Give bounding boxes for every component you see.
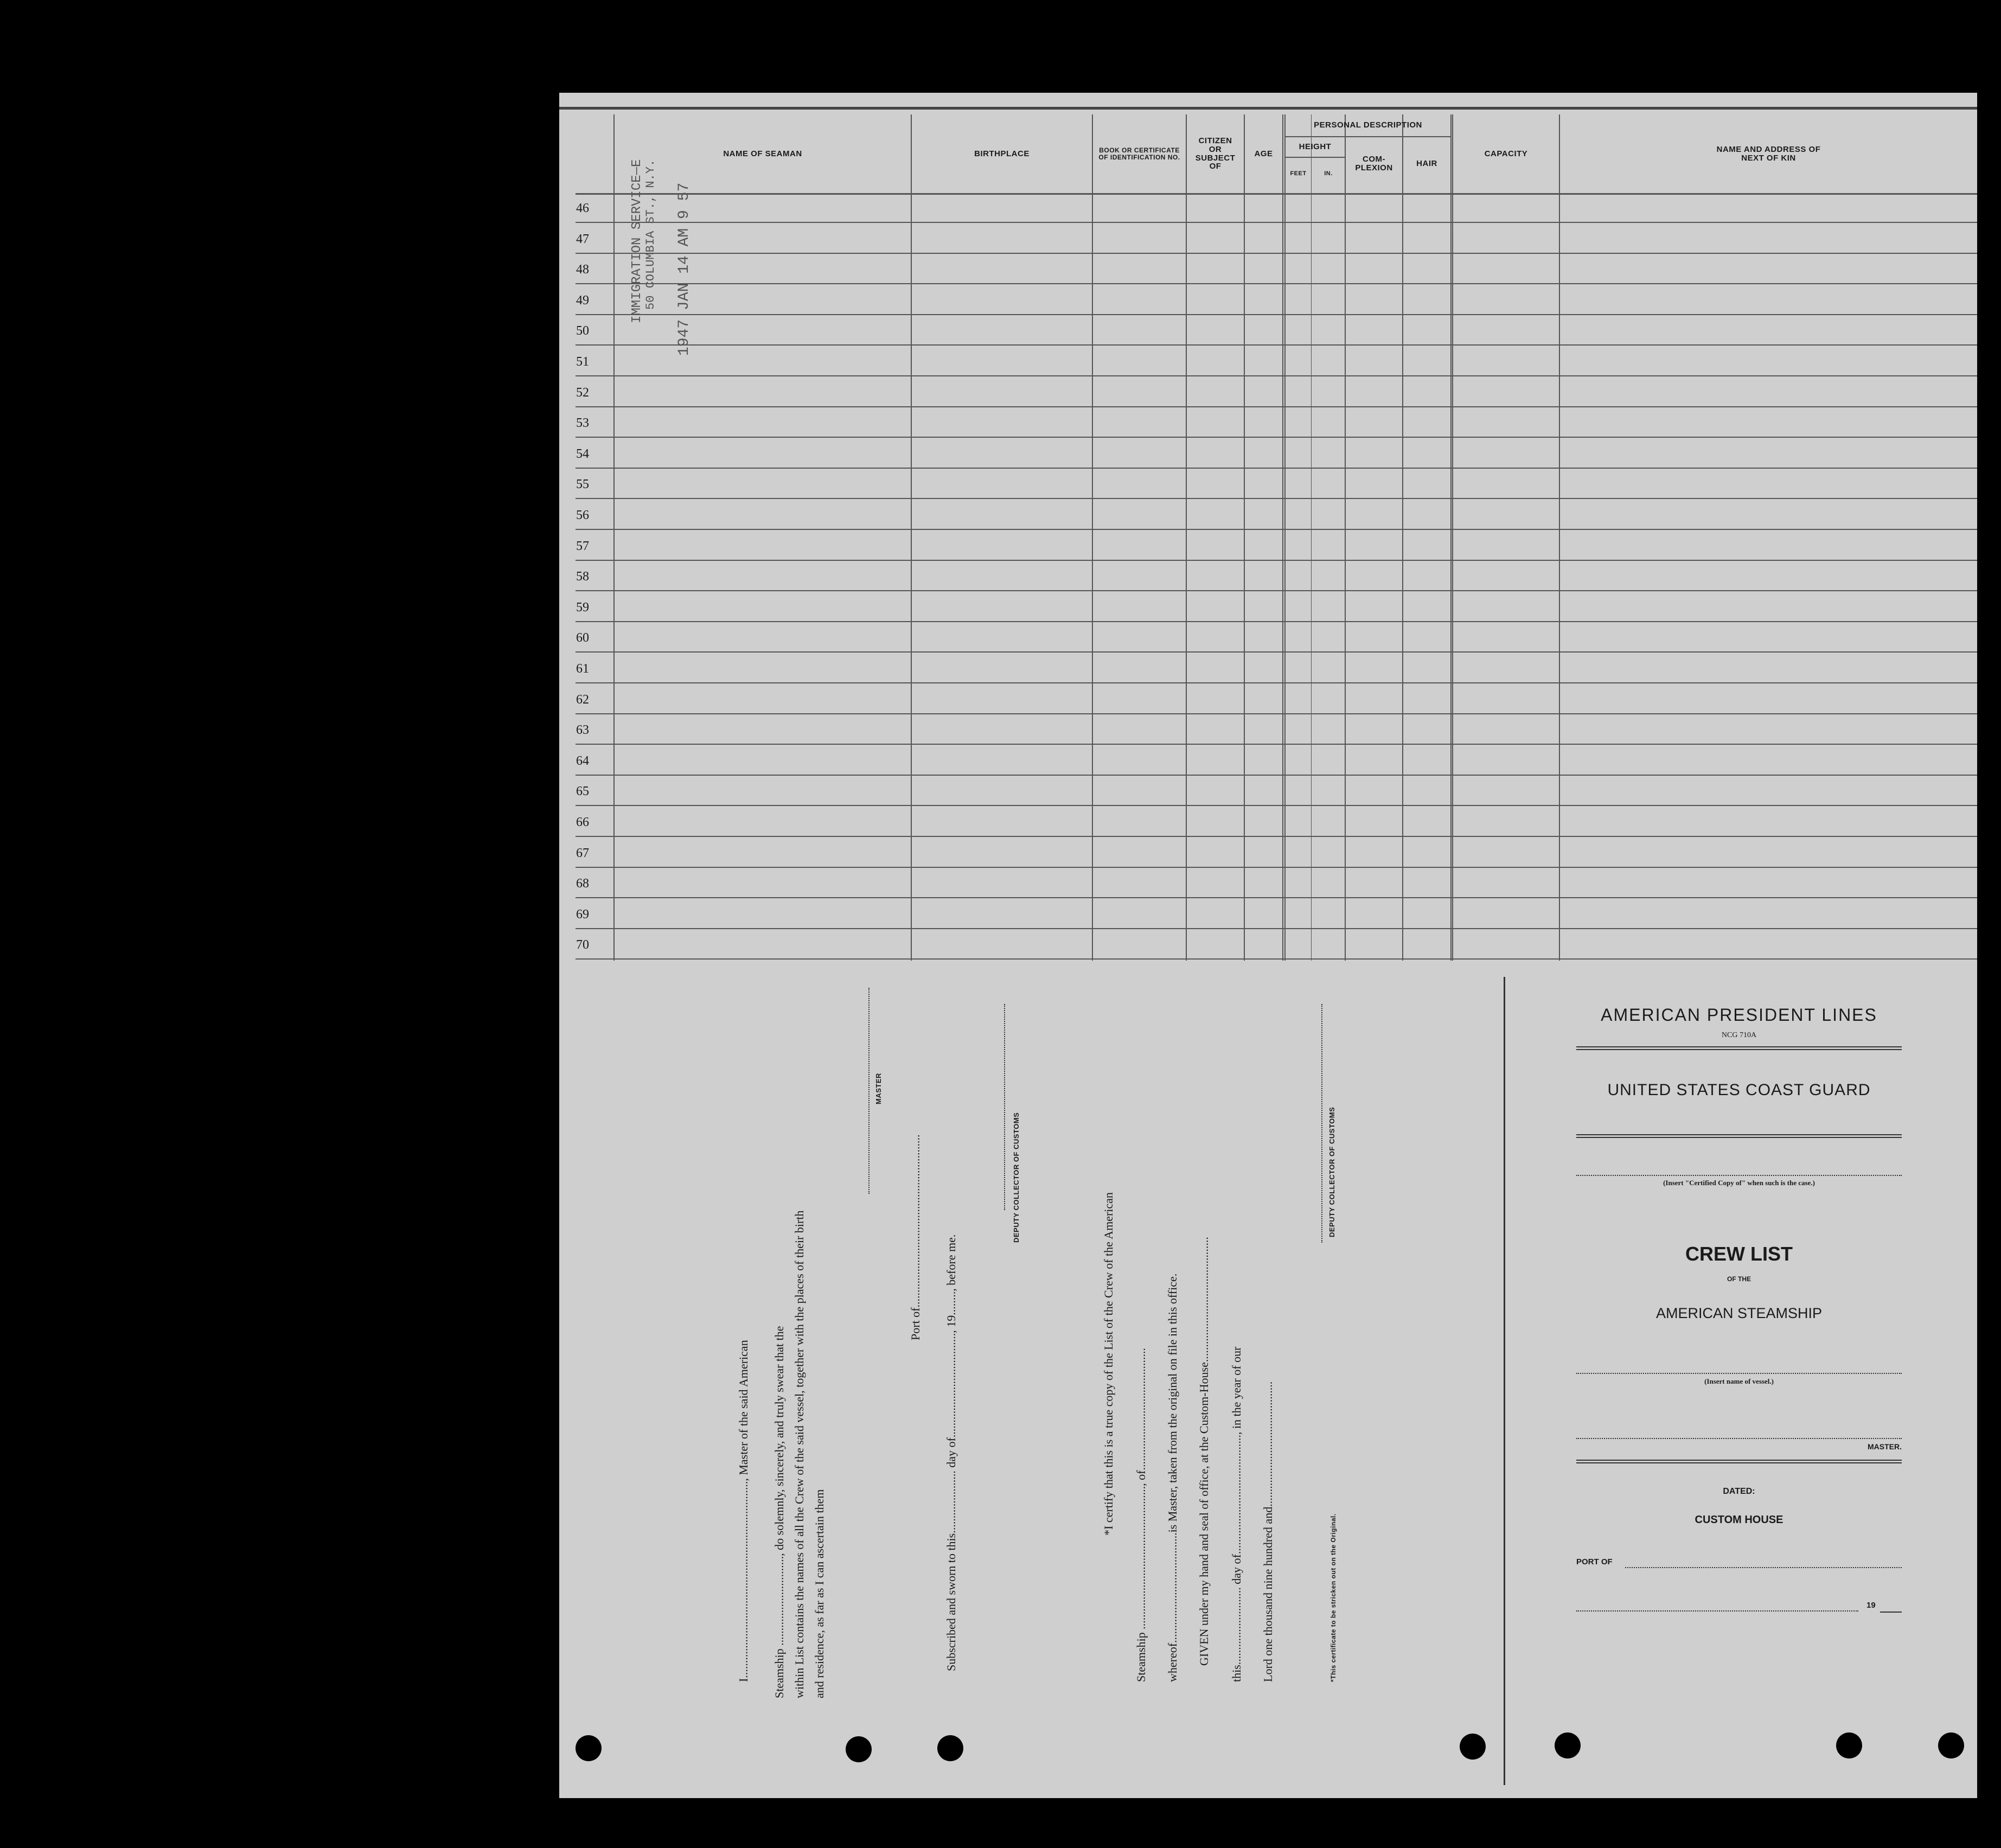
- col-divider: [1311, 114, 1312, 961]
- row-number: 59: [576, 600, 589, 615]
- row-number: 64: [576, 753, 589, 768]
- top-rule: [559, 107, 1977, 110]
- col-divider: [1345, 114, 1346, 961]
- agency-name: UNITED STATES COAST GUARD: [1607, 1081, 1871, 1099]
- header-book-no: BOOK OR CERTIFICATE OF IDENTIFICATION NO.: [1098, 146, 1180, 161]
- punch-hole: [937, 1735, 963, 1761]
- header-inches: IN.: [1324, 170, 1333, 177]
- year-prefix: 19: [1866, 1601, 1876, 1610]
- master-signature-line: [868, 988, 870, 1194]
- row-number: 65: [576, 784, 589, 799]
- table-row: [576, 437, 1977, 438]
- american-steamship-label: AMERICAN STEAMSHIP: [1655, 1305, 1823, 1321]
- row-number: 67: [576, 846, 589, 860]
- punch-hole: [576, 1735, 602, 1761]
- header-height: HEIGHT: [1299, 142, 1332, 152]
- header-personal-description: PERSONAL DESCRIPTION: [1314, 120, 1422, 130]
- date-field[interactable]: [1576, 1610, 1858, 1612]
- row-number: 51: [576, 355, 589, 369]
- row-number: 66: [576, 815, 589, 829]
- certificate-line2: Steamship ................................................, of.........................................: [1134, 1348, 1148, 1682]
- row-number: 58: [576, 570, 589, 584]
- row-number: 57: [576, 539, 589, 553]
- deputy-collector-label-2: DEPUTY COLLECTOR OF CUSTOMS: [1328, 1107, 1336, 1237]
- rule: [1576, 1137, 1902, 1138]
- certificate-footnote: *This certificate to be stricken out on the Original.: [1329, 1513, 1337, 1682]
- rule: [1576, 1462, 1902, 1463]
- col-divider: [1282, 114, 1283, 961]
- row-number: 48: [576, 263, 589, 277]
- col-divider: [1452, 114, 1453, 961]
- table-row: [576, 375, 1977, 376]
- table-row: [576, 651, 1977, 653]
- vessel-name-note: (Insert name of vessel.): [1704, 1377, 1774, 1385]
- row-number: 55: [576, 477, 589, 492]
- row-number: 53: [576, 416, 589, 431]
- table-row: [576, 590, 1977, 591]
- header-capacity: CAPACITY: [1484, 149, 1528, 158]
- table-row: [576, 314, 1977, 315]
- row-number: 63: [576, 723, 589, 738]
- table-row: [576, 836, 1977, 837]
- header-birthplace: BIRTHPLACE: [974, 149, 1030, 158]
- table-row: [576, 560, 1977, 561]
- port-of-line: Port of..........................................................: [909, 1134, 922, 1340]
- table-row: [576, 897, 1977, 898]
- table-row: [576, 928, 1977, 929]
- crew-list-sheet: [559, 93, 1977, 1798]
- of-the-label: OF THE: [1727, 1275, 1751, 1283]
- panel-divider: [1504, 977, 1505, 1785]
- form-number: NCG 710A: [1721, 1031, 1757, 1039]
- punch-hole: [1836, 1732, 1862, 1759]
- row-number: 49: [576, 293, 589, 308]
- row-number: 70: [576, 938, 589, 952]
- header-bottom-rule: [576, 193, 1977, 195]
- row-number: 68: [576, 877, 589, 891]
- oath-line2: Steamship .............................., do solemnly, sincerely, and truly swear that the: [772, 1326, 786, 1698]
- table-row: [576, 529, 1977, 530]
- master-label: MASTER: [874, 1073, 883, 1104]
- custom-house-label: CUSTOM HOUSE: [1695, 1514, 1783, 1526]
- certificate-line3: whereof.....................................is Master, taken from the original on file in this office.: [1166, 1273, 1179, 1682]
- row-number: 46: [576, 201, 589, 215]
- punch-hole: [846, 1736, 872, 1762]
- company-name: AMERICAN PRESIDENT LINES: [1601, 1005, 1877, 1025]
- receipt-stamp-line1: IMMIGRATION SERVICE—E: [630, 159, 644, 323]
- row-number: 61: [576, 662, 589, 676]
- port-of-label: PORT OF: [1576, 1557, 1613, 1566]
- header-feet: FEET: [1290, 170, 1307, 177]
- subscribed-line: Subscribed and sworn to this..................... day of..................................., 19........, before me.: [944, 1234, 958, 1671]
- master-label-cover: MASTER.: [1868, 1442, 1902, 1451]
- header-hair: HAIR: [1416, 159, 1437, 169]
- table-row: [576, 253, 1977, 254]
- table-row: [576, 222, 1977, 223]
- oath-line1: I.................................................................., Master of the said American: [737, 1340, 750, 1682]
- certificate-line1: *I certify that this is a true copy of the List of the Crew of the American: [1102, 1192, 1115, 1536]
- col-divider: [1450, 114, 1452, 961]
- header-citizen: CITIZEN OR SUBJECT OF: [1195, 136, 1236, 171]
- receipt-stamp-date: 1947 JAN 14 AM 9 57: [676, 182, 693, 356]
- crew-table: [559, 114, 1977, 961]
- header-complexion: COM-PLEXION: [1355, 155, 1393, 172]
- deputy-signature-line: [1004, 1004, 1005, 1210]
- certificate-line6: Lord one thousand nine hundred and..........................................: [1261, 1381, 1275, 1682]
- cover-panel: [1506, 971, 1977, 1798]
- deputy-collector-label: DEPUTY COLLECTOR OF CUSTOMS: [1012, 1112, 1020, 1243]
- row-number: 60: [576, 631, 589, 645]
- table-row: [576, 775, 1977, 776]
- oath-line4: and residence, as far as I can ascertain them: [813, 1489, 826, 1698]
- table-row: [576, 867, 1977, 868]
- oath-line3: within List contains the names of all the Crew of the said vessel, together with the places of their birth: [792, 1210, 806, 1698]
- certified-copy-note: (Insert "Certified Copy of" when such is the case.): [1663, 1179, 1815, 1187]
- rule: [1880, 1612, 1902, 1613]
- certificate-line5: this.......................... day of........................................, in the year of our: [1230, 1346, 1243, 1682]
- col-divider: [1559, 114, 1560, 961]
- punch-hole: [1938, 1732, 1964, 1759]
- lower-section: [559, 971, 1977, 1798]
- dated-label: DATED:: [1723, 1487, 1755, 1496]
- header-name-of-seaman: NAME OF SEAMAN: [723, 149, 802, 158]
- header-age: AGE: [1254, 149, 1273, 158]
- receipt-stamp-line2: 50 COLUMBIA ST., N.Y.: [644, 159, 657, 310]
- header-next-of-kin: NAME AND ADDRESS OF NEXT OF KIN: [1716, 144, 1821, 163]
- table-row: [576, 406, 1977, 407]
- table-row: [576, 498, 1977, 499]
- col-divider: [911, 114, 912, 961]
- row-number: 52: [576, 385, 589, 400]
- rule: [1576, 1134, 1902, 1135]
- punch-hole: [1555, 1732, 1581, 1759]
- table-row: [576, 958, 1977, 960]
- col-divider: [1092, 114, 1093, 961]
- row-number: 50: [576, 324, 589, 338]
- table-row: [576, 621, 1977, 622]
- col-divider: [1284, 114, 1286, 961]
- table-row: [576, 283, 1977, 284]
- col-divider: [1402, 114, 1403, 961]
- col-divider: [613, 114, 615, 961]
- table-row: [576, 344, 1977, 346]
- port-of-field[interactable]: [1625, 1567, 1902, 1568]
- deputy-signature-line-2: [1321, 1004, 1322, 1243]
- vessel-name-field[interactable]: [1576, 1373, 1902, 1374]
- rule: [1576, 1046, 1902, 1047]
- crew-list-title: CREW LIST: [1685, 1243, 1793, 1265]
- rule: [1576, 1460, 1902, 1461]
- punch-hole: [1460, 1734, 1486, 1760]
- table-row: [576, 682, 1977, 683]
- table-row: [576, 713, 1977, 714]
- row-number: 54: [576, 446, 589, 461]
- master-name-field[interactable]: [1576, 1438, 1902, 1439]
- table-row: [576, 744, 1977, 745]
- col-divider: [1244, 114, 1245, 961]
- row-number: 56: [576, 508, 589, 522]
- table-row: [576, 805, 1977, 806]
- table-row: [576, 468, 1977, 469]
- row-number: 69: [576, 907, 589, 922]
- certificate-line4: GIVEN under my hand and seal of office, at the Custom-House..........................................: [1197, 1237, 1211, 1666]
- rule: [1576, 1049, 1902, 1050]
- row-number: 62: [576, 692, 589, 707]
- col-divider: [1186, 114, 1187, 961]
- row-number: 47: [576, 232, 589, 246]
- certified-copy-field[interactable]: [1576, 1175, 1902, 1176]
